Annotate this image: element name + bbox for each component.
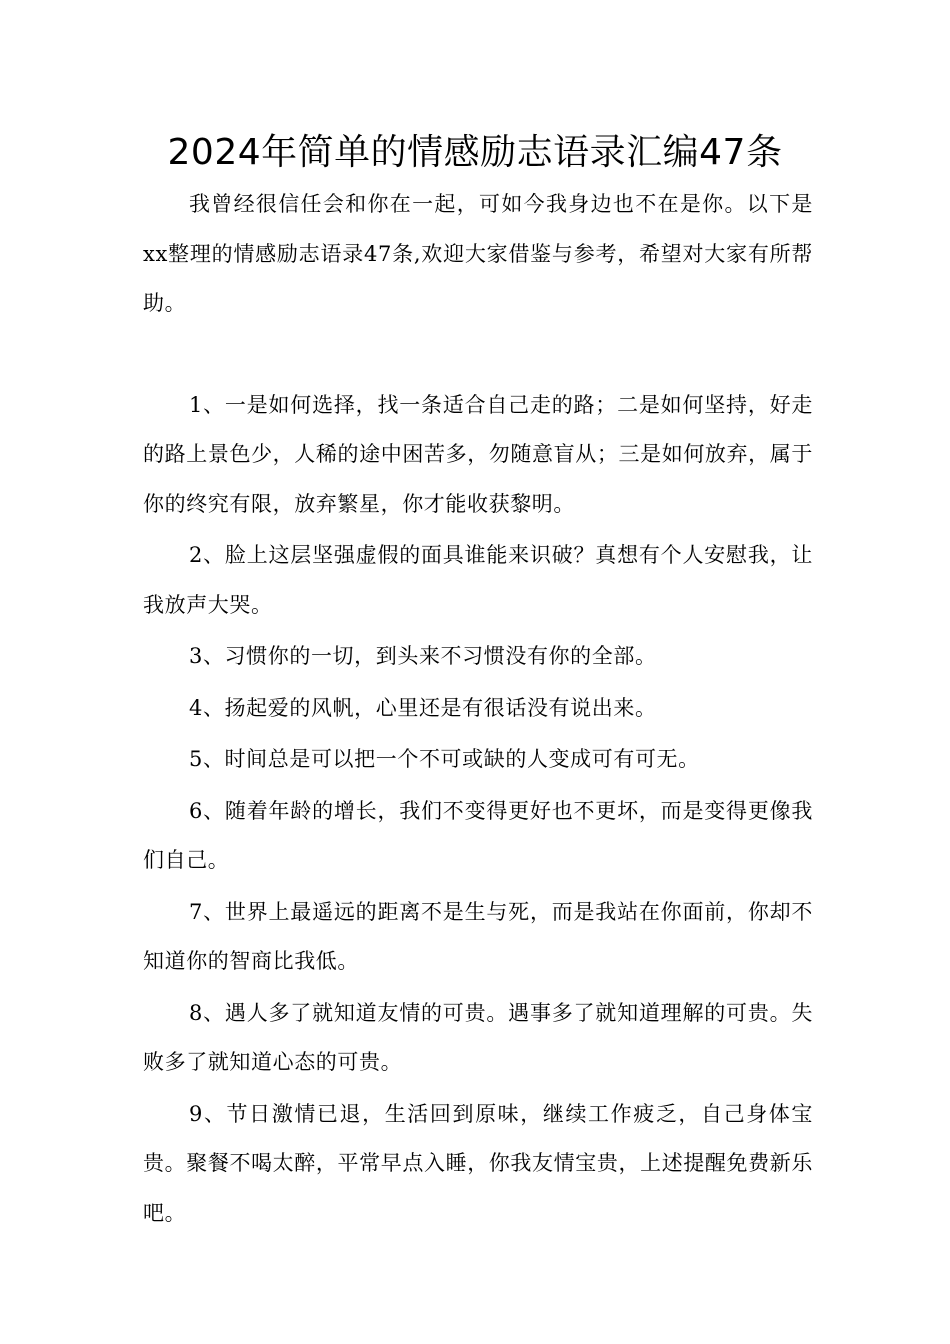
quote-item-2: 2、脸上这层坚强虚假的面具谁能来识破？真想有个人安慰我，让我放声大哭。 xyxy=(143,543,813,617)
document-body xyxy=(143,180,813,1240)
quote-item-1: 1、一是如何选择，找一条适合自己走的路；二是如何坚持，好走的路上景色少，人稀的途中困苦多，勿随意盲从；三是如何放弃，属于你的终究有限，放弃繁星，你才能收获黎明。 xyxy=(143,392,813,516)
quote-item-5: 5、时间总是可以把一个不可或缺的人变成可有可无。 xyxy=(189,747,700,771)
quote-item-7: 7、世界上最遥远的距离不是生与死，而是我站在你面前，你却不知道你的智商比我低。 xyxy=(143,899,813,973)
paragraph-spacer xyxy=(143,331,813,381)
quote-item-3: 3、习惯你的一切，到头来不习惯没有你的全部。 xyxy=(189,644,657,668)
quote-item-6: 6、随着年龄的增长，我们不变得更好也不更坏，而是变得更像我们自己。 xyxy=(143,798,813,872)
quote-item-9: 9、节日激情已退，生活回到原味，继续工作疲乏，自己身体宝贵。聚餐不喝太醉，平常早点入睡，你我友情宝贵，上述提醒免费新乐吧。 xyxy=(143,1101,813,1225)
intro-paragraph: 我曾经很信任会和你在一起，可如今我身边也不在是你。以下是xx整理的情感励志语录47条,欢迎大家借鉴与参考，希望对大家有所帮助。 xyxy=(143,192,813,315)
quote-item-4: 4、扬起爱的风帆，心里还是有很话没有说出来。 xyxy=(189,695,657,720)
document-title: 2024年简单的情感励志语录汇编47条 xyxy=(167,132,783,173)
quote-item-8: 8、遇人多了就知道友情的可贵。遇事多了就知道理解的可贵。失败多了就知道心态的可贵。 xyxy=(143,1000,813,1074)
